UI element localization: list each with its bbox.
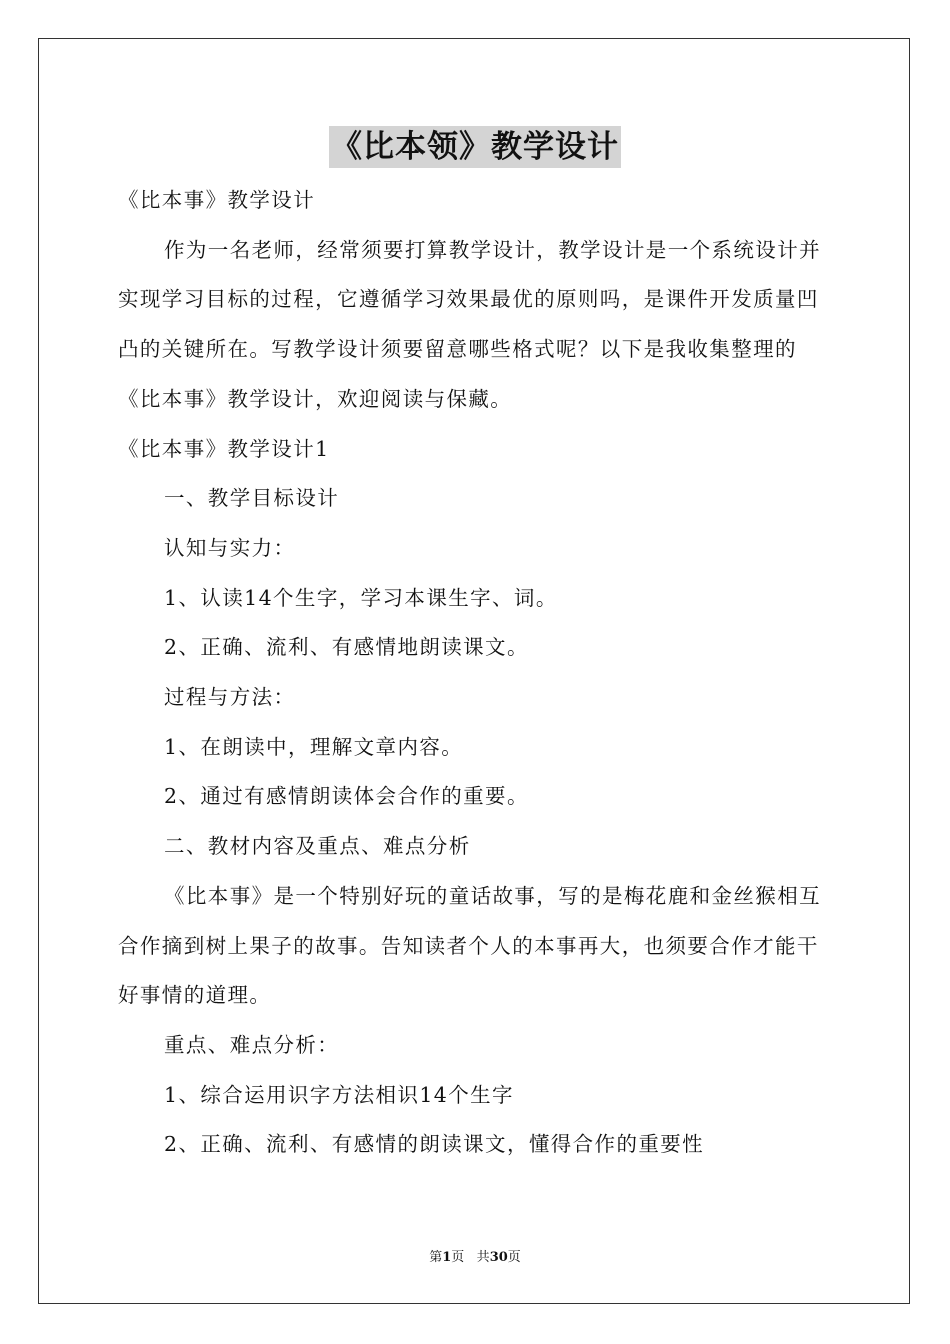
paragraph: 2、正确、流利、有感情的朗读课文，懂得合作的重要性 bbox=[164, 1132, 705, 1157]
paragraph: 二、教材内容及重点、难点分析 bbox=[164, 834, 471, 859]
current-page-number: 1 bbox=[442, 1250, 452, 1265]
paragraph: 《比本事》是一个特别好玩的童话故事，写的是梅花鹿和金丝猴相互合作摘到树上果子的故事。告知读者个人的本事再大，也须要合作才能干好事情的道理。 bbox=[118, 883, 821, 1008]
paragraph: 认知与实力： bbox=[164, 535, 296, 560]
paragraph: 1、在朗读中，理解文章内容。 bbox=[164, 734, 464, 759]
total-pages-number: 30 bbox=[489, 1250, 508, 1265]
footer-page-suffix: 页 bbox=[451, 1250, 465, 1265]
paragraph: 2、正确、流利、有感情地朗读课文。 bbox=[164, 635, 529, 660]
document-body bbox=[118, 176, 834, 1170]
paragraph: 一、教学目标设计 bbox=[164, 486, 340, 511]
paragraph: 《比本事》教学设计1 bbox=[118, 436, 330, 461]
paragraph: 重点、难点分析： bbox=[164, 1032, 340, 1057]
paragraph: 1、认读14个生字，学习本课生字、词。 bbox=[164, 585, 558, 610]
footer-total-prefix: 共 bbox=[476, 1250, 490, 1265]
paragraph: 《比本事》教学设计 bbox=[118, 188, 316, 212]
paragraph: 过程与方法： bbox=[164, 685, 296, 710]
footer-prefix: 第 bbox=[429, 1250, 443, 1265]
paragraph: 作为一名老师，经常须要打算教学设计，教学设计是一个系统设计并实现学习目标的过程，它遵循学习效果最优的原则吗，是课件开发质量凹凸的关键所在。写教学设计须要留意哪些格式呢？以下是我收集整理的《比本事》教学设计，欢迎阅读与保藏。 bbox=[118, 237, 821, 411]
page-footer bbox=[0, 1246, 950, 1265]
document-title: 《比本领》教学设计 bbox=[329, 126, 621, 168]
title-wrap bbox=[0, 126, 950, 168]
paragraph: 2、通过有感情朗读体会合作的重要。 bbox=[164, 784, 529, 809]
paragraph: 1、综合运用识字方法相识14个生字 bbox=[164, 1082, 514, 1107]
footer-total-suffix: 页 bbox=[507, 1250, 521, 1265]
